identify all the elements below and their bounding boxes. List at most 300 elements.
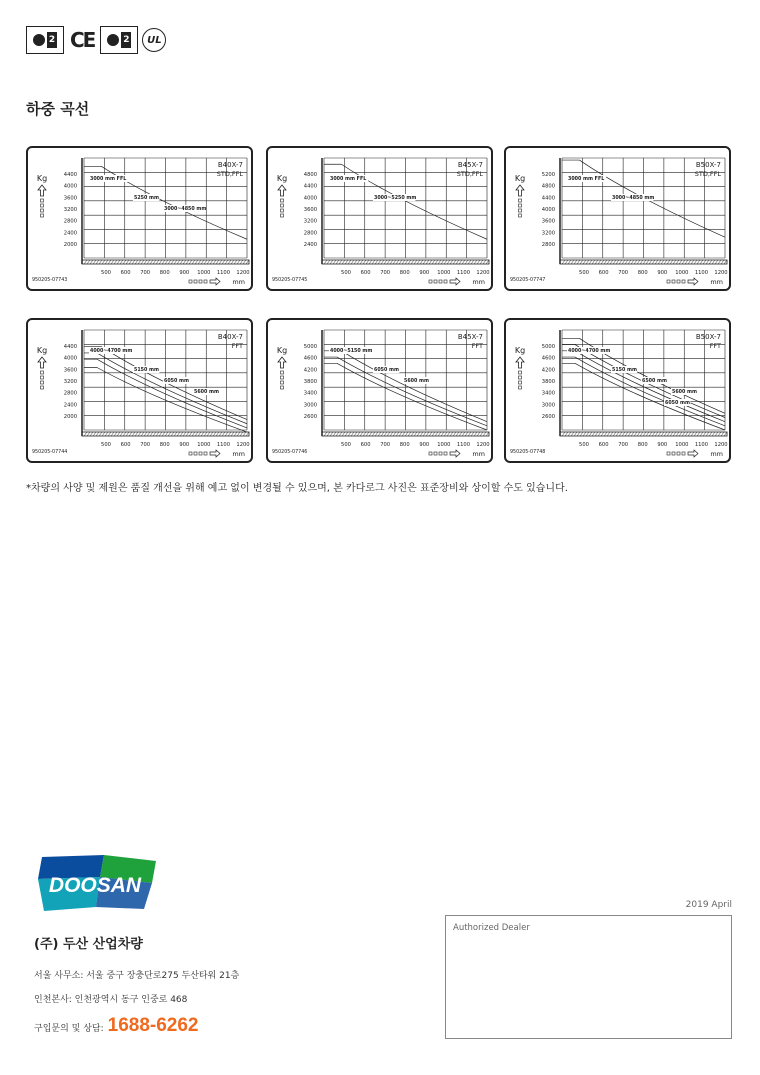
hatch-mark — [673, 260, 676, 264]
hatch-mark — [150, 260, 153, 264]
load-chart — [504, 146, 731, 291]
hatch-mark — [571, 260, 574, 264]
hatch-mark — [219, 432, 222, 436]
hatch-mark — [387, 260, 390, 264]
hatch-mark — [477, 260, 480, 264]
hatch-mark — [195, 260, 198, 264]
hatch-mark — [438, 432, 441, 436]
hatch-mark — [646, 260, 649, 264]
hatch-mark — [168, 432, 171, 436]
hatch-mark — [138, 432, 141, 436]
hatch-mark — [456, 432, 459, 436]
hatch-mark — [703, 432, 706, 436]
x-unit-label: mm — [232, 450, 245, 458]
hatch-mark — [153, 260, 156, 264]
chart-svg — [268, 320, 491, 461]
y-tick-label: 4000 — [63, 355, 77, 362]
hatch-mark — [159, 432, 162, 436]
unit-dot — [41, 376, 44, 379]
hatch-mark — [231, 432, 234, 436]
hatch-mark — [631, 432, 634, 436]
hatch-mark — [111, 432, 114, 436]
hatch-mark — [441, 260, 444, 264]
x-tick-label: 1200 — [236, 270, 250, 276]
hatch-mark — [333, 432, 336, 436]
x-tick-label: 800 — [399, 442, 410, 448]
hatch-mark — [159, 260, 162, 264]
hatch-mark — [664, 260, 667, 264]
right-arrow-icon — [450, 450, 460, 457]
hatch-mark — [363, 432, 366, 436]
hatch-mark — [372, 432, 375, 436]
hatch-mark — [474, 260, 477, 264]
x-tick-label: 600 — [360, 270, 371, 276]
x-tick-label: 1100 — [216, 270, 231, 276]
hatch-mark — [429, 432, 432, 436]
unit-dot — [682, 280, 685, 283]
x-tick-label: 600 — [120, 442, 131, 448]
unit-dot — [434, 280, 437, 283]
hatch-mark — [225, 260, 228, 264]
hatch-mark — [652, 260, 655, 264]
hatch-mark — [453, 260, 456, 264]
hatch-mark — [604, 432, 607, 436]
x-tick-label: 1200 — [476, 270, 490, 276]
hatch-mark — [204, 260, 207, 264]
hatch-mark — [568, 260, 571, 264]
hatch-mark — [649, 432, 652, 436]
hatch-mark — [712, 432, 715, 436]
hatch-mark — [240, 432, 243, 436]
hatch-mark — [447, 432, 450, 436]
x-tick-label: 700 — [380, 270, 391, 276]
mast-label: FFT — [471, 342, 483, 350]
x-tick-label: 1000 — [437, 270, 451, 276]
hatch-mark — [697, 260, 700, 264]
hatch-mark — [423, 260, 426, 264]
hatch-mark — [658, 432, 661, 436]
y-tick-label: 4000 — [303, 195, 317, 202]
y-tick-label: 3600 — [303, 207, 317, 213]
hatch-mark — [357, 432, 360, 436]
hatch-mark — [93, 432, 96, 436]
chart-code: 950205-07746 — [272, 450, 308, 455]
y-tick-label: 2000 — [63, 414, 77, 420]
x-tick-label: 500 — [341, 442, 351, 448]
right-arrow-icon — [210, 278, 220, 285]
y-tick-label: 4400 — [541, 195, 555, 202]
hatch-mark — [688, 260, 691, 264]
hatch-mark — [390, 432, 393, 436]
hatch-mark — [165, 260, 168, 264]
hatch-mark — [459, 432, 462, 436]
logo-text: DOOSAN — [48, 874, 142, 897]
hatch-mark — [369, 432, 372, 436]
x-tick-label: 500 — [579, 442, 589, 448]
hatch-mark — [649, 260, 652, 264]
curve-label: 4000~5150 mm — [330, 349, 373, 354]
hatch-mark — [640, 260, 643, 264]
y-unit-label: Kg — [276, 174, 288, 183]
x-tick-label: 900 — [657, 442, 668, 448]
unit-dot — [519, 371, 522, 374]
unit-dot — [281, 371, 284, 374]
hatch-mark — [396, 432, 399, 436]
hatch-mark — [105, 260, 108, 264]
certification-marks — [26, 26, 166, 54]
hatch-mark — [240, 260, 243, 264]
x-tick-label: 1100 — [694, 270, 709, 276]
x-tick-label: 1200 — [714, 442, 728, 448]
up-arrow-icon — [516, 185, 524, 196]
hatch-mark — [171, 260, 174, 264]
hatch-mark — [174, 260, 177, 264]
hatch-mark — [243, 432, 246, 436]
y-tick-label: 2600 — [303, 414, 317, 420]
chart-svg — [506, 148, 729, 289]
y-tick-label: 4400 — [303, 183, 317, 190]
hatch-mark — [381, 260, 384, 264]
unit-dot — [204, 452, 207, 455]
hatch-mark — [592, 260, 595, 264]
hatch-mark — [565, 432, 568, 436]
hatch-mark — [330, 260, 333, 264]
chart-svg — [268, 148, 491, 289]
model-label: B40X-7 — [217, 161, 243, 169]
mast-label: STD,FFL — [694, 170, 721, 178]
hatch-mark — [408, 432, 411, 436]
hatch-mark — [577, 432, 580, 436]
hatch-mark — [132, 432, 135, 436]
y-tick-label: 4800 — [303, 172, 317, 178]
phone-number[interactable]: 1688-6262 — [107, 1015, 199, 1036]
hatch-mark — [114, 432, 117, 436]
unit-dot — [41, 204, 44, 207]
hatch-mark — [144, 432, 147, 436]
up-arrow-icon — [278, 185, 286, 196]
hatch-mark — [156, 432, 159, 436]
hatch-mark — [459, 260, 462, 264]
hatch-mark — [670, 260, 673, 264]
hatch-mark — [324, 432, 327, 436]
hatch-mark — [366, 260, 369, 264]
x-tick-label: 800 — [159, 270, 170, 276]
unit-dot — [189, 452, 192, 455]
hatch-mark — [246, 260, 249, 264]
hatch-mark — [586, 260, 589, 264]
x-tick-label: 700 — [618, 442, 629, 448]
hatch-mark — [189, 260, 192, 264]
x-tick-label: 900 — [179, 442, 190, 448]
publish-date: 2019 April — [685, 900, 732, 910]
load-chart — [26, 318, 253, 463]
curve-label: 4000~4700 mm — [90, 349, 133, 354]
y-tick-label: 3600 — [63, 367, 77, 374]
hatch-mark — [625, 432, 628, 436]
hatch-mark — [339, 260, 342, 264]
unit-dot — [439, 280, 442, 283]
hatch-mark — [168, 260, 171, 264]
up-arrow-icon — [278, 357, 286, 368]
y-tick-label: 2800 — [63, 390, 77, 397]
x-tick-label: 1000 — [197, 270, 211, 276]
unit-dot — [281, 214, 284, 217]
hatch-mark — [447, 260, 450, 264]
mast-label: FFT — [231, 342, 243, 350]
hatch-mark — [384, 432, 387, 436]
hatch-mark — [426, 260, 429, 264]
hatch-mark — [180, 432, 183, 436]
hatch-mark — [450, 260, 453, 264]
hatch-mark — [357, 260, 360, 264]
hatch-mark — [90, 432, 93, 436]
curve-label: 5250 mm — [134, 196, 160, 201]
hatch-mark — [682, 260, 685, 264]
hatch-mark — [354, 432, 357, 436]
hatch-mark — [393, 432, 396, 436]
hatch-mark — [661, 260, 664, 264]
y-unit-label: Kg — [276, 346, 288, 355]
hatch-mark — [123, 260, 126, 264]
x-unit-label: mm — [710, 450, 723, 458]
hatch-mark — [483, 432, 486, 436]
hatch-mark — [222, 260, 225, 264]
x-tick-label: 900 — [179, 270, 190, 276]
hatch-mark — [718, 260, 721, 264]
hatch-mark — [673, 432, 676, 436]
hatch-mark — [147, 432, 150, 436]
hatch-mark — [667, 260, 670, 264]
hatch-mark — [709, 260, 712, 264]
hatch-mark — [375, 260, 378, 264]
hatch-mark — [438, 260, 441, 264]
curve-label: 3000~4850 mm — [164, 207, 207, 212]
hatch-mark — [384, 260, 387, 264]
hatch-mark — [574, 432, 577, 436]
hatch-mark — [619, 260, 622, 264]
y-tick-label: 2600 — [541, 414, 555, 420]
hatch-mark — [399, 260, 402, 264]
address-incheon: 인천본사: 인천광역시 동구 인중로 468 — [34, 995, 188, 1005]
hatch-mark — [423, 432, 426, 436]
hatch-mark — [724, 260, 727, 264]
hatch-mark — [336, 260, 339, 264]
hatch-mark — [486, 432, 489, 436]
x-tick-label: 600 — [360, 442, 371, 448]
hatch-mark — [111, 260, 114, 264]
hatch-mark — [610, 432, 613, 436]
hatch-mark — [631, 260, 634, 264]
hatch-mark — [198, 260, 201, 264]
hatch-mark — [186, 432, 189, 436]
up-arrow-icon — [38, 357, 46, 368]
hatch-mark — [165, 432, 168, 436]
load-chart — [504, 318, 731, 463]
hatch-mark — [712, 260, 715, 264]
x-tick-label: 500 — [101, 442, 111, 448]
unit-dot — [41, 386, 44, 389]
hatch-mark — [156, 260, 159, 264]
hatch-mark — [360, 260, 363, 264]
hatch-mark — [348, 260, 351, 264]
hatch-mark — [222, 432, 225, 436]
hatch-mark — [324, 260, 327, 264]
hatch-mark — [613, 432, 616, 436]
hatch-mark — [336, 432, 339, 436]
hatch-mark — [345, 260, 348, 264]
hatch-mark — [655, 260, 658, 264]
unit-dot — [682, 452, 685, 455]
unit-dot — [194, 452, 197, 455]
load-chart — [26, 146, 253, 291]
curve-label: 6500 mm — [642, 379, 668, 384]
hatch-mark — [216, 432, 219, 436]
x-tick-label: 1200 — [476, 442, 490, 448]
x-tick-label: 800 — [637, 270, 648, 276]
hatch-mark — [417, 260, 420, 264]
curve-label: 5150 mm — [612, 368, 638, 373]
hatch-mark — [637, 260, 640, 264]
y-tick-label: 3600 — [63, 195, 77, 202]
chart-code: 950205-07747 — [510, 278, 546, 283]
hatch-mark — [601, 432, 604, 436]
hatch-mark — [333, 260, 336, 264]
hatch-mark — [465, 260, 468, 264]
hatch-mark — [586, 432, 589, 436]
hatch-mark — [628, 432, 631, 436]
hatch-mark — [691, 432, 694, 436]
hatch-mark — [108, 260, 111, 264]
curve-label: 3000~4850 mm — [612, 196, 655, 201]
hatch-mark — [90, 260, 93, 264]
hatch-mark — [607, 260, 610, 264]
x-tick-label: 800 — [399, 270, 410, 276]
hatch-mark — [628, 260, 631, 264]
unit-dot — [281, 199, 284, 202]
authorized-dealer-box — [445, 915, 732, 1039]
hatch-mark — [180, 260, 183, 264]
x-tick-label: 500 — [579, 270, 589, 276]
y-tick-label: 4600 — [303, 355, 317, 362]
hatch-mark — [387, 432, 390, 436]
ce-mark-icon: CE — [70, 28, 95, 52]
unit-dot — [41, 381, 44, 384]
hatch-mark — [402, 432, 405, 436]
hatch-mark — [607, 432, 610, 436]
hatch-mark — [595, 260, 598, 264]
hatch-mark — [622, 432, 625, 436]
hatch-mark — [129, 260, 132, 264]
x-unit-label: mm — [472, 450, 485, 458]
hatch-mark — [84, 432, 87, 436]
hatch-mark — [637, 432, 640, 436]
curve-label: 3000 mm FFL — [90, 177, 127, 182]
hatch-mark — [231, 260, 234, 264]
x-tick-label: 1100 — [456, 442, 471, 448]
y-tick-label: 2400 — [63, 402, 77, 409]
hatch-mark — [691, 260, 694, 264]
hatch-mark — [468, 260, 471, 264]
address-seoul: 서울 사무소: 서울 중구 장충단로275 두산타워 21층 — [34, 971, 240, 981]
hatch-mark — [144, 260, 147, 264]
hatch-mark — [108, 432, 111, 436]
hatch-mark — [655, 432, 658, 436]
y-tick-label: 3400 — [303, 390, 317, 397]
unit-dot — [439, 452, 442, 455]
hatch-mark — [87, 432, 90, 436]
unit-dot — [429, 280, 432, 283]
x-unit-label: mm — [710, 278, 723, 286]
hatch-mark — [393, 260, 396, 264]
hatch-mark — [685, 260, 688, 264]
hatch-mark — [93, 260, 96, 264]
x-tick-label: 700 — [380, 442, 391, 448]
hatch-mark — [378, 260, 381, 264]
hatch-mark — [589, 260, 592, 264]
load-chart — [266, 318, 493, 463]
hatch-mark — [342, 260, 345, 264]
hatch-mark — [664, 432, 667, 436]
unit-dot — [519, 199, 522, 202]
unit-dot — [519, 214, 522, 217]
hatch-mark — [405, 260, 408, 264]
hatch-mark — [351, 432, 354, 436]
x-tick-label: 900 — [419, 270, 430, 276]
hatch-mark — [634, 432, 637, 436]
hatch-mark — [228, 260, 231, 264]
hatch-mark — [456, 260, 459, 264]
hatch-mark — [474, 432, 477, 436]
hatch-mark — [210, 432, 213, 436]
y-tick-label: 2800 — [303, 230, 317, 237]
hatch-mark — [595, 432, 598, 436]
x-tick-label: 800 — [159, 442, 170, 448]
hatch-mark — [162, 432, 165, 436]
x-tick-label: 600 — [598, 270, 609, 276]
hatch-mark — [685, 432, 688, 436]
hatch-mark — [411, 260, 414, 264]
hatch-mark — [700, 432, 703, 436]
hatch-mark — [408, 260, 411, 264]
hatch-mark — [375, 432, 378, 436]
hatch-mark — [135, 432, 138, 436]
y-tick-label: 3600 — [541, 218, 555, 225]
chart-code: 950205-07743 — [32, 278, 68, 283]
y-tick-label: 4400 — [63, 172, 77, 178]
chart-svg — [28, 320, 251, 461]
hatch-mark — [640, 432, 643, 436]
x-tick-label: 500 — [101, 270, 111, 276]
hatch-mark — [471, 432, 474, 436]
unit-dot — [677, 280, 680, 283]
curve-label: 4000~4700 mm — [568, 349, 611, 354]
hatch-mark — [171, 432, 174, 436]
hatch-mark — [616, 260, 619, 264]
model-label: B45X-7 — [457, 333, 483, 341]
y-tick-label: 2800 — [541, 242, 555, 248]
hatch-mark — [123, 432, 126, 436]
hatch-mark — [480, 260, 483, 264]
hatch-mark — [718, 432, 721, 436]
hatch-mark — [580, 260, 583, 264]
unit-dot — [434, 452, 437, 455]
x-tick-label: 700 — [618, 270, 629, 276]
hatch-mark — [201, 260, 204, 264]
hatch-mark — [613, 260, 616, 264]
hatch-mark — [634, 260, 637, 264]
hatch-mark — [450, 432, 453, 436]
hatch-mark — [583, 432, 586, 436]
